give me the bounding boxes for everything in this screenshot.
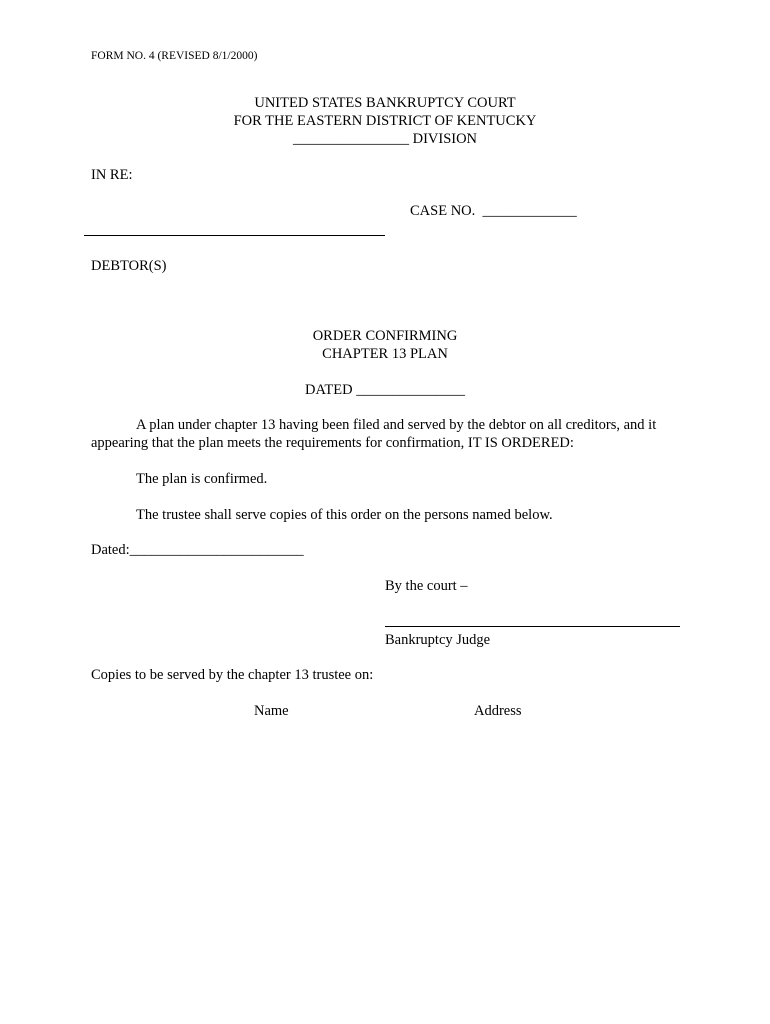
paragraph-plan-filed-line2: appearing that the plan meets the requirements for confirmation, IT IS ORDERED: bbox=[91, 435, 574, 451]
debtor-name-line bbox=[84, 235, 385, 236]
paragraph-trustee-service: The trustee shall serve copies of this order on the persons named below. bbox=[136, 507, 553, 523]
debtors-label: DEBTOR(S) bbox=[91, 258, 167, 274]
judge-title: Bankruptcy Judge bbox=[385, 632, 491, 648]
court-division: ________________ DIVISION bbox=[292, 131, 478, 147]
case-number-field: CASE NO. _____________ bbox=[410, 203, 577, 219]
in-re-label: IN RE: bbox=[91, 167, 133, 183]
address-column-header: Address bbox=[474, 703, 522, 719]
order-subtitle: CHAPTER 13 PLAN bbox=[322, 346, 448, 362]
paragraph-plan-confirmed: The plan is confirmed. bbox=[136, 471, 268, 487]
name-column-header: Name bbox=[254, 703, 289, 719]
court-district: FOR THE EASTERN DISTRICT OF KENTUCKY bbox=[233, 113, 537, 129]
copies-served-label: Copies to be served by the chapter 13 trustee on: bbox=[91, 667, 374, 683]
order-title: ORDER CONFIRMING bbox=[312, 328, 458, 344]
by-the-court: By the court – bbox=[385, 578, 468, 594]
court-name: UNITED STATES BANKRUPTCY COURT bbox=[254, 95, 516, 111]
paragraph-plan-filed-line1: A plan under chapter 13 having been filed and served by the debtor on all creditors, and it bbox=[136, 417, 657, 433]
order-dated: DATED _______________ bbox=[305, 382, 465, 398]
judge-signature-line bbox=[385, 626, 680, 627]
dated-signature-field: Dated:________________________ bbox=[91, 542, 304, 558]
form-number: FORM NO. 4 (REVISED 8/1/2000) bbox=[91, 50, 258, 62]
